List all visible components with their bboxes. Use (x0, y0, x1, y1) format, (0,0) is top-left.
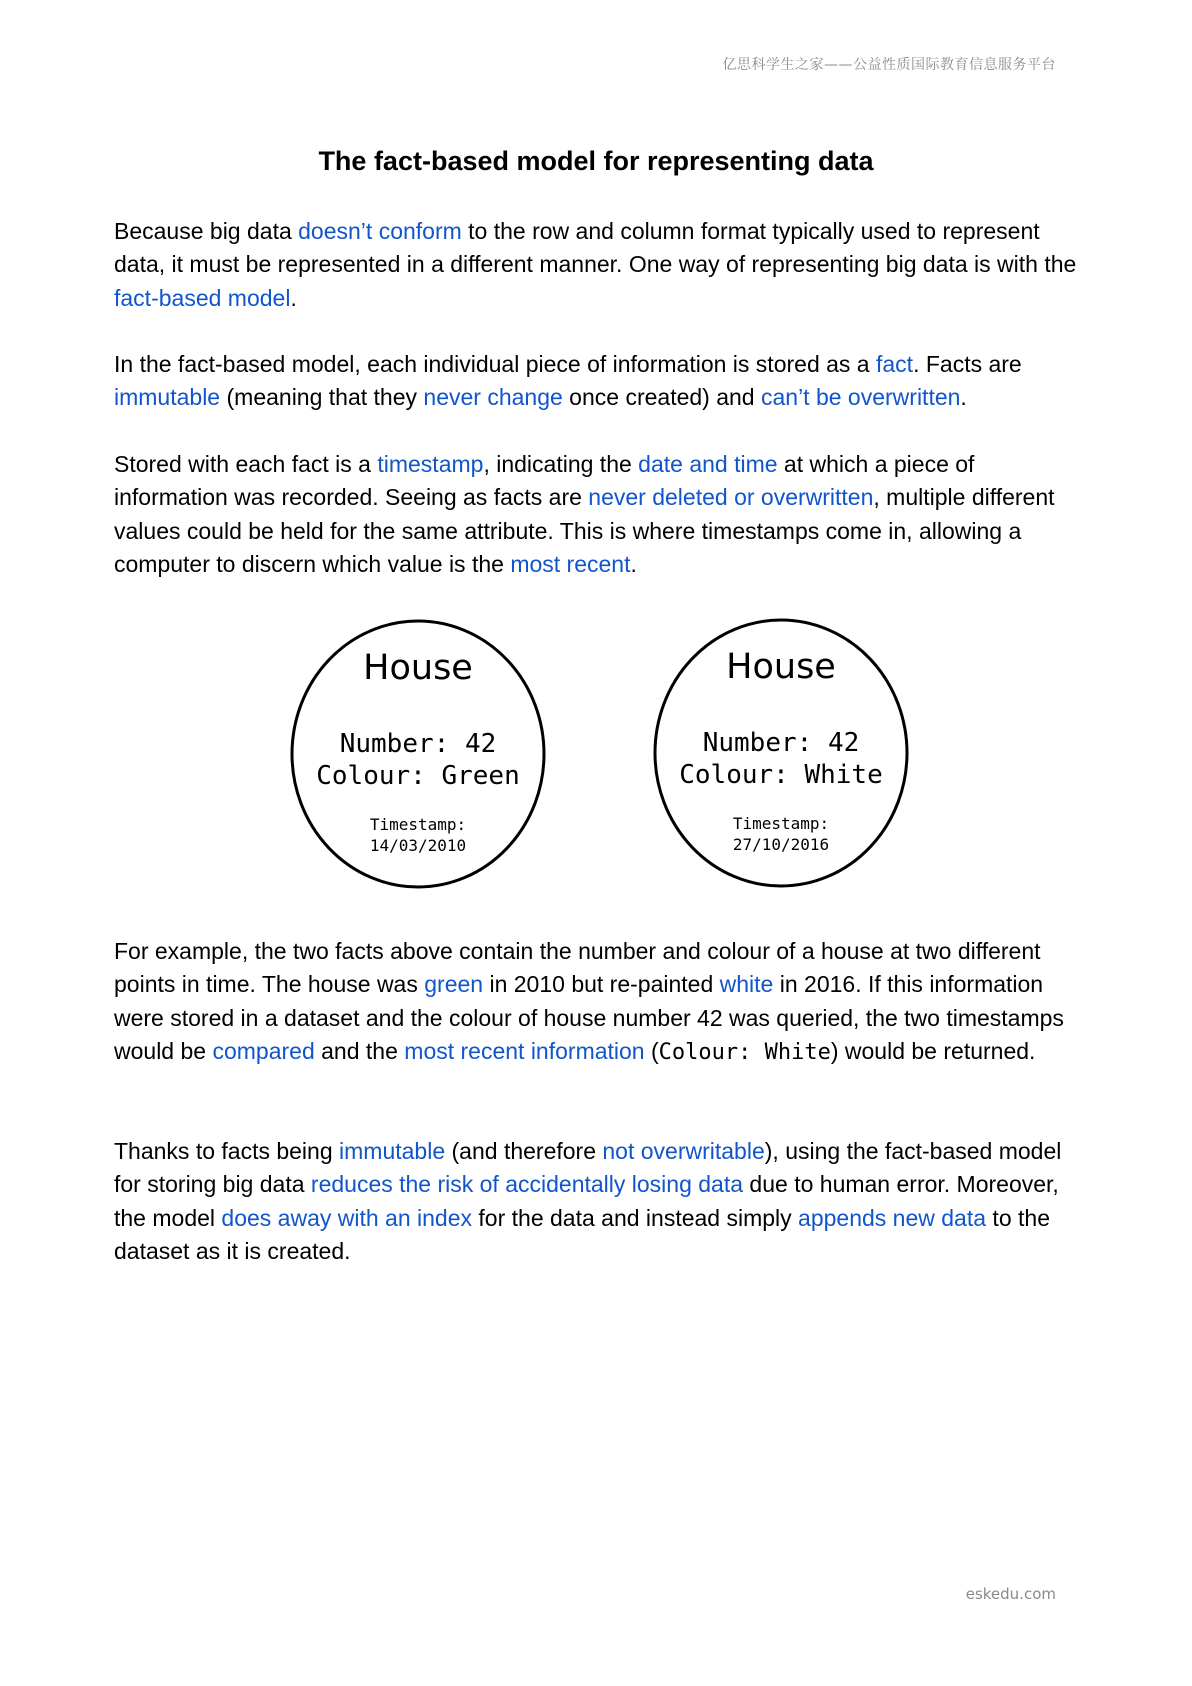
fact-heading: House (726, 647, 836, 687)
highlight-doesnt-conform: doesn’t conform (298, 218, 462, 244)
text-run: for the data and instead simply (472, 1204, 799, 1231)
fact-timestamp-label: Timestamp: (732, 814, 830, 833)
text-run: (meaning that they (220, 384, 424, 411)
text-run: to the row and column format typically used to represent data, it must be represented in a different manner. One way of representing big data is with the (114, 218, 1077, 278)
highlight-compared: compared (212, 1038, 315, 1065)
page-title: The fact-based model for representing data (318, 146, 874, 176)
fact-colour: Colour: Green (316, 761, 520, 791)
highlight-not-overwritable: not overwritable (602, 1138, 765, 1164)
highlight-fact: fact (876, 351, 914, 377)
fact-heading: House (363, 648, 473, 688)
fact-circle-white (655, 620, 907, 886)
text-run: Because big data (114, 218, 299, 244)
text-run: to the dataset as it is created. (114, 1204, 1050, 1265)
highlight-white: white (719, 971, 774, 998)
text-run: ) would be returned. (830, 1038, 1036, 1065)
text-run: Stored with each fact is a (114, 451, 378, 477)
facts-diagram-svg (0, 616, 1192, 896)
text-run: , multiple different values could be held for the same attribute. This is where timestamps come in, allowing a computer to discern which value is the (114, 484, 1055, 578)
fact-timestamp-value: 14/03/2010 (369, 836, 467, 855)
text-run: in 2010 but re-painted (483, 971, 720, 998)
highlight-fact-based-model: fact-based model (114, 284, 291, 311)
highlight-never-deleted: never deleted or overwritten (588, 484, 874, 511)
text-run: In the fact-based model, each individual piece of information is stored as a (114, 351, 876, 377)
highlight-does-away-with-index: does away with an index (221, 1204, 473, 1231)
text-run: at which a piece of information was recorded. Seeing as facts are (114, 451, 975, 511)
highlight-cant-be-overwritten: can’t be overwritten (760, 384, 961, 411)
header-note: 亿思科学生之家——公益性质国际教育信息服务平台 (722, 57, 1056, 73)
highlight-green: green (424, 971, 484, 998)
highlight-appends-new-data: appends new data (798, 1204, 987, 1231)
highlight-immutable: immutable (114, 384, 221, 411)
fact-timestamp-label: Timestamp: (369, 815, 467, 834)
highlight-timestamp: timestamp (377, 451, 484, 477)
highlight-most-recent: most recent (510, 551, 631, 578)
highlight-immutable: immutable (339, 1138, 446, 1164)
text-run: . (630, 551, 637, 578)
fact-colour: Colour: White (679, 760, 883, 790)
text-run: ( (644, 1038, 659, 1065)
paragraph-intro (114, 215, 1084, 315)
text-run: and the (314, 1038, 405, 1065)
highlight-reduces-risk: reduces the risk of accidentally losing data (310, 1171, 744, 1198)
text-run: . Facts are (913, 351, 1022, 377)
text-run: . (960, 384, 967, 411)
facts-diagram (0, 616, 1192, 896)
paragraph-facts (114, 348, 1084, 415)
fact-circle-green (292, 621, 544, 887)
paragraph-benefits (114, 1135, 1084, 1269)
highlight-most-recent-information: most recent information (404, 1038, 645, 1065)
text-run: Thanks to facts being (114, 1138, 340, 1164)
text-run: due to human error. Moreover, the model (114, 1171, 1059, 1231)
paragraph-example (114, 935, 1084, 1070)
paragraph-timestamps (114, 448, 1084, 582)
fact-number: Number: 42 (339, 729, 497, 759)
code-colour-white: Colour: White (658, 1040, 831, 1066)
fact-timestamp-value: 27/10/2016 (732, 835, 830, 854)
text-run: ), using the fact-based model for storing big data (114, 1138, 1062, 1198)
footer-site: eskedu.com (965, 1585, 1056, 1603)
text-run: , indicating the (483, 451, 639, 477)
text-run: in 2016. If this information were stored in a dataset and the colour of house number 42 was queried, the two timestamps would be (114, 971, 1064, 1065)
text-run: For example, the two facts above contain the number and colour of a house at two different points in time. The house was (114, 938, 1041, 998)
highlight-never-change: never change (423, 384, 563, 411)
text-run: once created) and (562, 384, 761, 411)
text-run: (and therefore (445, 1138, 603, 1164)
text-run: . (290, 284, 297, 311)
fact-number: Number: 42 (702, 728, 860, 758)
highlight-date-and-time: date and time (638, 451, 778, 477)
